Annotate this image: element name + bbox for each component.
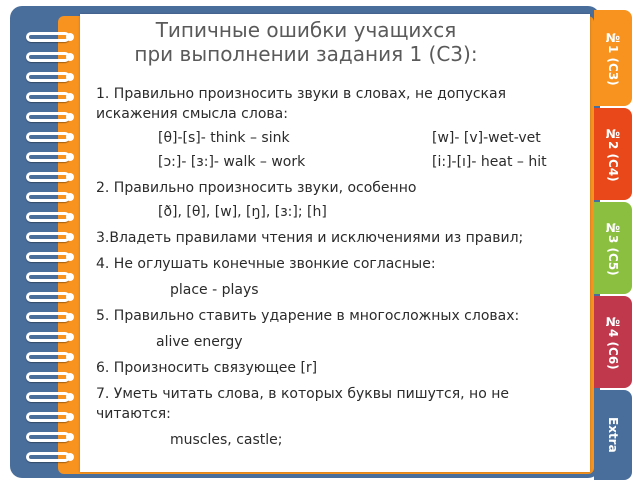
binding-ring	[22, 450, 76, 466]
tab-c5[interactable]	[594, 202, 632, 294]
example-text: [ɔ:]- [з:]- walk – work	[158, 154, 306, 170]
binding-ring	[22, 210, 76, 226]
previous-slide-button[interactable]: ‹	[107, 433, 123, 477]
list-item: искажения смысла слова:	[96, 106, 288, 122]
binding-ring	[22, 190, 76, 206]
list-item: 3.Владеть правилами чтения и исключениями из правил;	[96, 230, 524, 246]
tab-c3[interactable]	[594, 10, 632, 106]
slide-title-line2: при выполнении задания 1 (С3):	[134, 42, 478, 66]
next-slide-button[interactable]: ›	[547, 433, 563, 477]
binding-ring	[22, 330, 76, 346]
tab-c4[interactable]	[594, 108, 632, 200]
list-item: 4. Не оглушать конечные звонкие согласные:	[96, 256, 436, 272]
tab-label: №4 (С6)	[606, 314, 620, 370]
list-item-example-row	[158, 128, 578, 148]
binding-ring	[22, 50, 76, 66]
example-text: [i:]-[ı]- heat – hit	[432, 154, 547, 170]
section-tabs	[594, 6, 632, 478]
slide-title	[96, 18, 516, 66]
binding-ring	[22, 90, 76, 106]
list-item: 7. Уметь читать слова, в которых буквы пишутся, но не	[96, 386, 509, 402]
list-item: 6. Произносить связующее [r]	[96, 360, 318, 376]
list-item: читаются:	[96, 406, 171, 422]
example-text: [ð], [θ], [w], [ŋ], [з:]; [h]	[158, 204, 327, 220]
binding-ring	[22, 30, 76, 46]
example-text: alive energy	[156, 334, 243, 350]
binding-ring	[22, 150, 76, 166]
binding-ring	[22, 170, 76, 186]
binding-ring	[22, 70, 76, 86]
binding-ring	[22, 310, 76, 326]
list-item: 2. Правильно произносить звуки, особенно	[96, 180, 417, 196]
binding-ring	[22, 390, 76, 406]
tab-label: №3 (С5)	[606, 220, 620, 276]
tab-label: Extra	[606, 417, 620, 453]
list-item-example-row	[158, 152, 578, 172]
binding-ring	[22, 110, 76, 126]
binding-ring	[22, 270, 76, 286]
list-item: 1. Правильно произносить звуки в словах, не допуская	[96, 86, 507, 102]
binding-ring	[22, 350, 76, 366]
binding-ring	[22, 290, 76, 306]
list-item: 5. Правильно ставить ударение в многосложных словах:	[96, 308, 520, 324]
tab-extra[interactable]	[594, 390, 632, 480]
example-text: place - plays	[170, 282, 259, 298]
example-text: [w]- [v]-wet-vet	[432, 130, 541, 146]
tab-label: №2 (С4)	[606, 126, 620, 182]
example-text: [θ]-[s]- think – sink	[158, 130, 290, 146]
slide-title-line1: Типичные ошибки учащихся	[155, 18, 457, 42]
tab-label: №1 (С3)	[606, 30, 620, 86]
binding-ring	[22, 410, 76, 426]
spiral-binding	[22, 30, 82, 470]
tab-c6[interactable]	[594, 296, 632, 388]
binding-ring	[22, 250, 76, 266]
binding-ring	[22, 370, 76, 386]
example-text: muscles, castle;	[170, 432, 283, 448]
binding-ring	[22, 130, 76, 146]
binding-ring	[22, 430, 76, 446]
binding-ring	[22, 230, 76, 246]
